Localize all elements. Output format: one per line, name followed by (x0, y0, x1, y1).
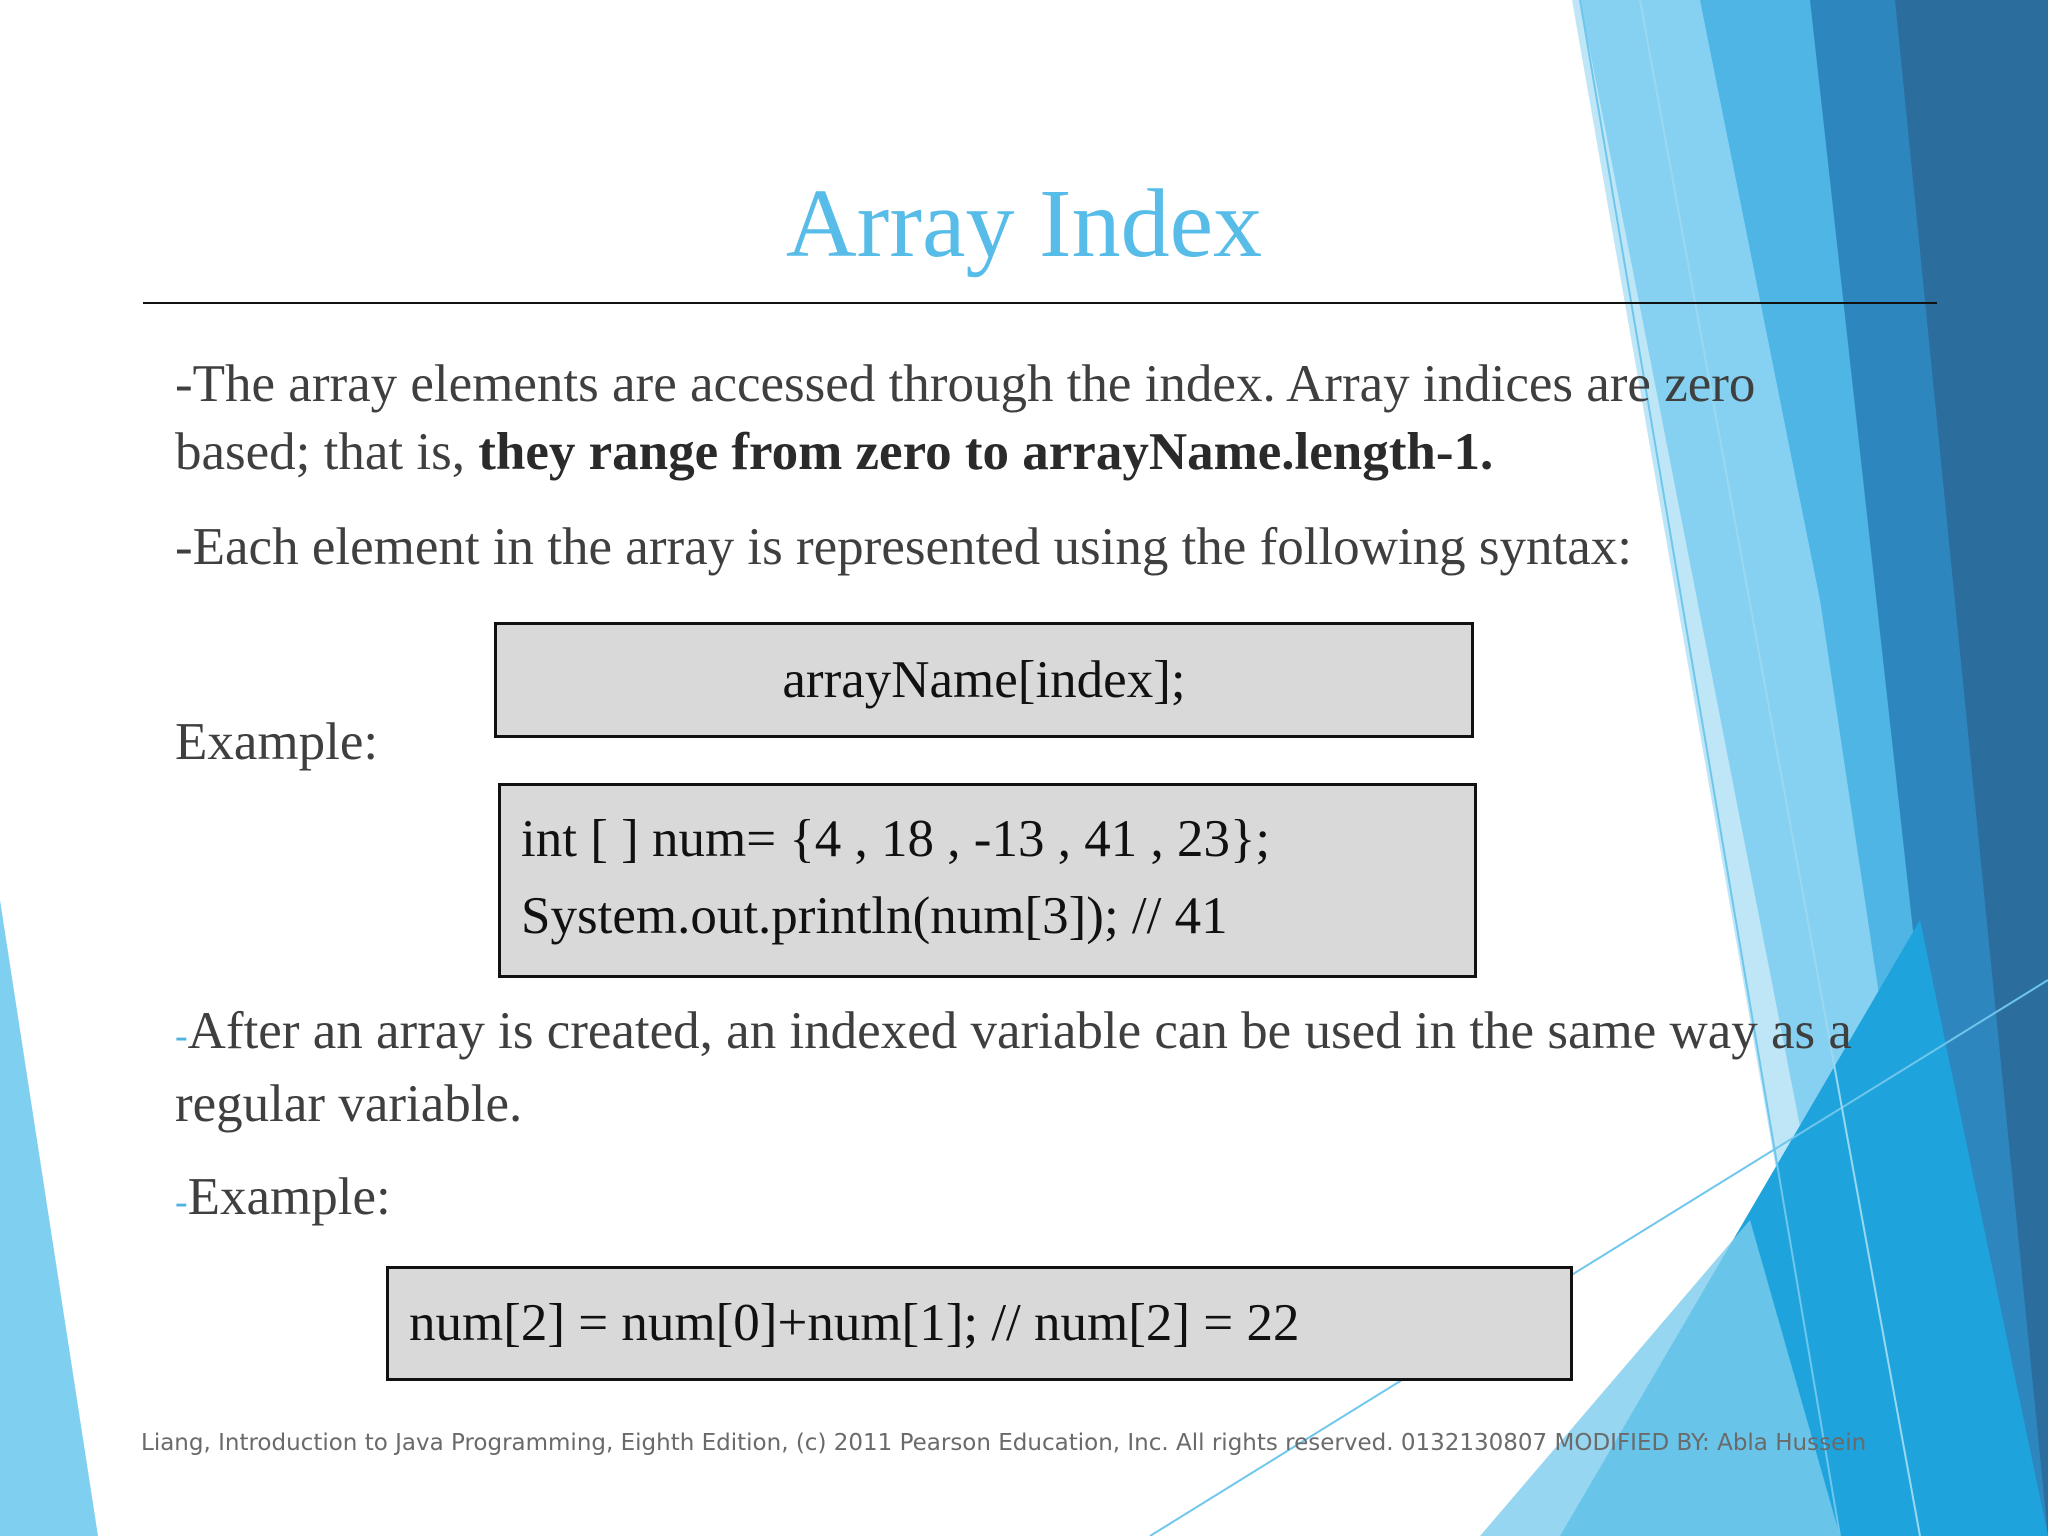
bullet-dash: - (175, 1181, 188, 1223)
left-accent-shape (0, 900, 98, 1536)
bullet-dash: - (175, 1015, 188, 1057)
example-code-line-2: System.out.println(num[3]); // 41 (521, 887, 1228, 945)
paragraph-indexed-variable-text: After an array is created, an indexed variable can be used in the same way as a regular variable. (175, 1002, 1852, 1133)
example-code-line-1: int [ ] num= {4 , 18 , -13 , 41 , 23}; (521, 810, 1271, 868)
paragraph-array-index (175, 350, 1895, 486)
example-label: Example: (175, 713, 379, 771)
paragraph-indexed-variable (175, 997, 1895, 1138)
example-label-2-text: Example: (187, 1168, 391, 1226)
paragraph-array-index-text: -The array elements are accessed through the index. Array indices are zero based; that is, (175, 355, 1756, 481)
example2-code-text: num[2] = num[0]+num[1]; // num[2] = 22 (409, 1294, 1300, 1352)
footer-copyright: Liang, Introduction to Java Programming, Eighth Edition, (c) 2011 Pearson Education, Inc. All rights reserved. 0132130807 MODIFIED BY: Abla Hussein (141, 1430, 1867, 1456)
paragraph-array-index-bold: they range from zero to arrayName.length-1. (478, 423, 1494, 481)
slide-title: Array Index (785, 170, 1263, 278)
example2-code-box (386, 1266, 1573, 1381)
title-divider (143, 302, 1937, 304)
paragraph-syntax-intro: -Each element in the array is represented using the following syntax: (175, 518, 1633, 576)
example-label-2 (175, 1163, 1895, 1236)
syntax-box-text: arrayName[index]; (782, 651, 1186, 709)
example-code-box (498, 783, 1477, 978)
